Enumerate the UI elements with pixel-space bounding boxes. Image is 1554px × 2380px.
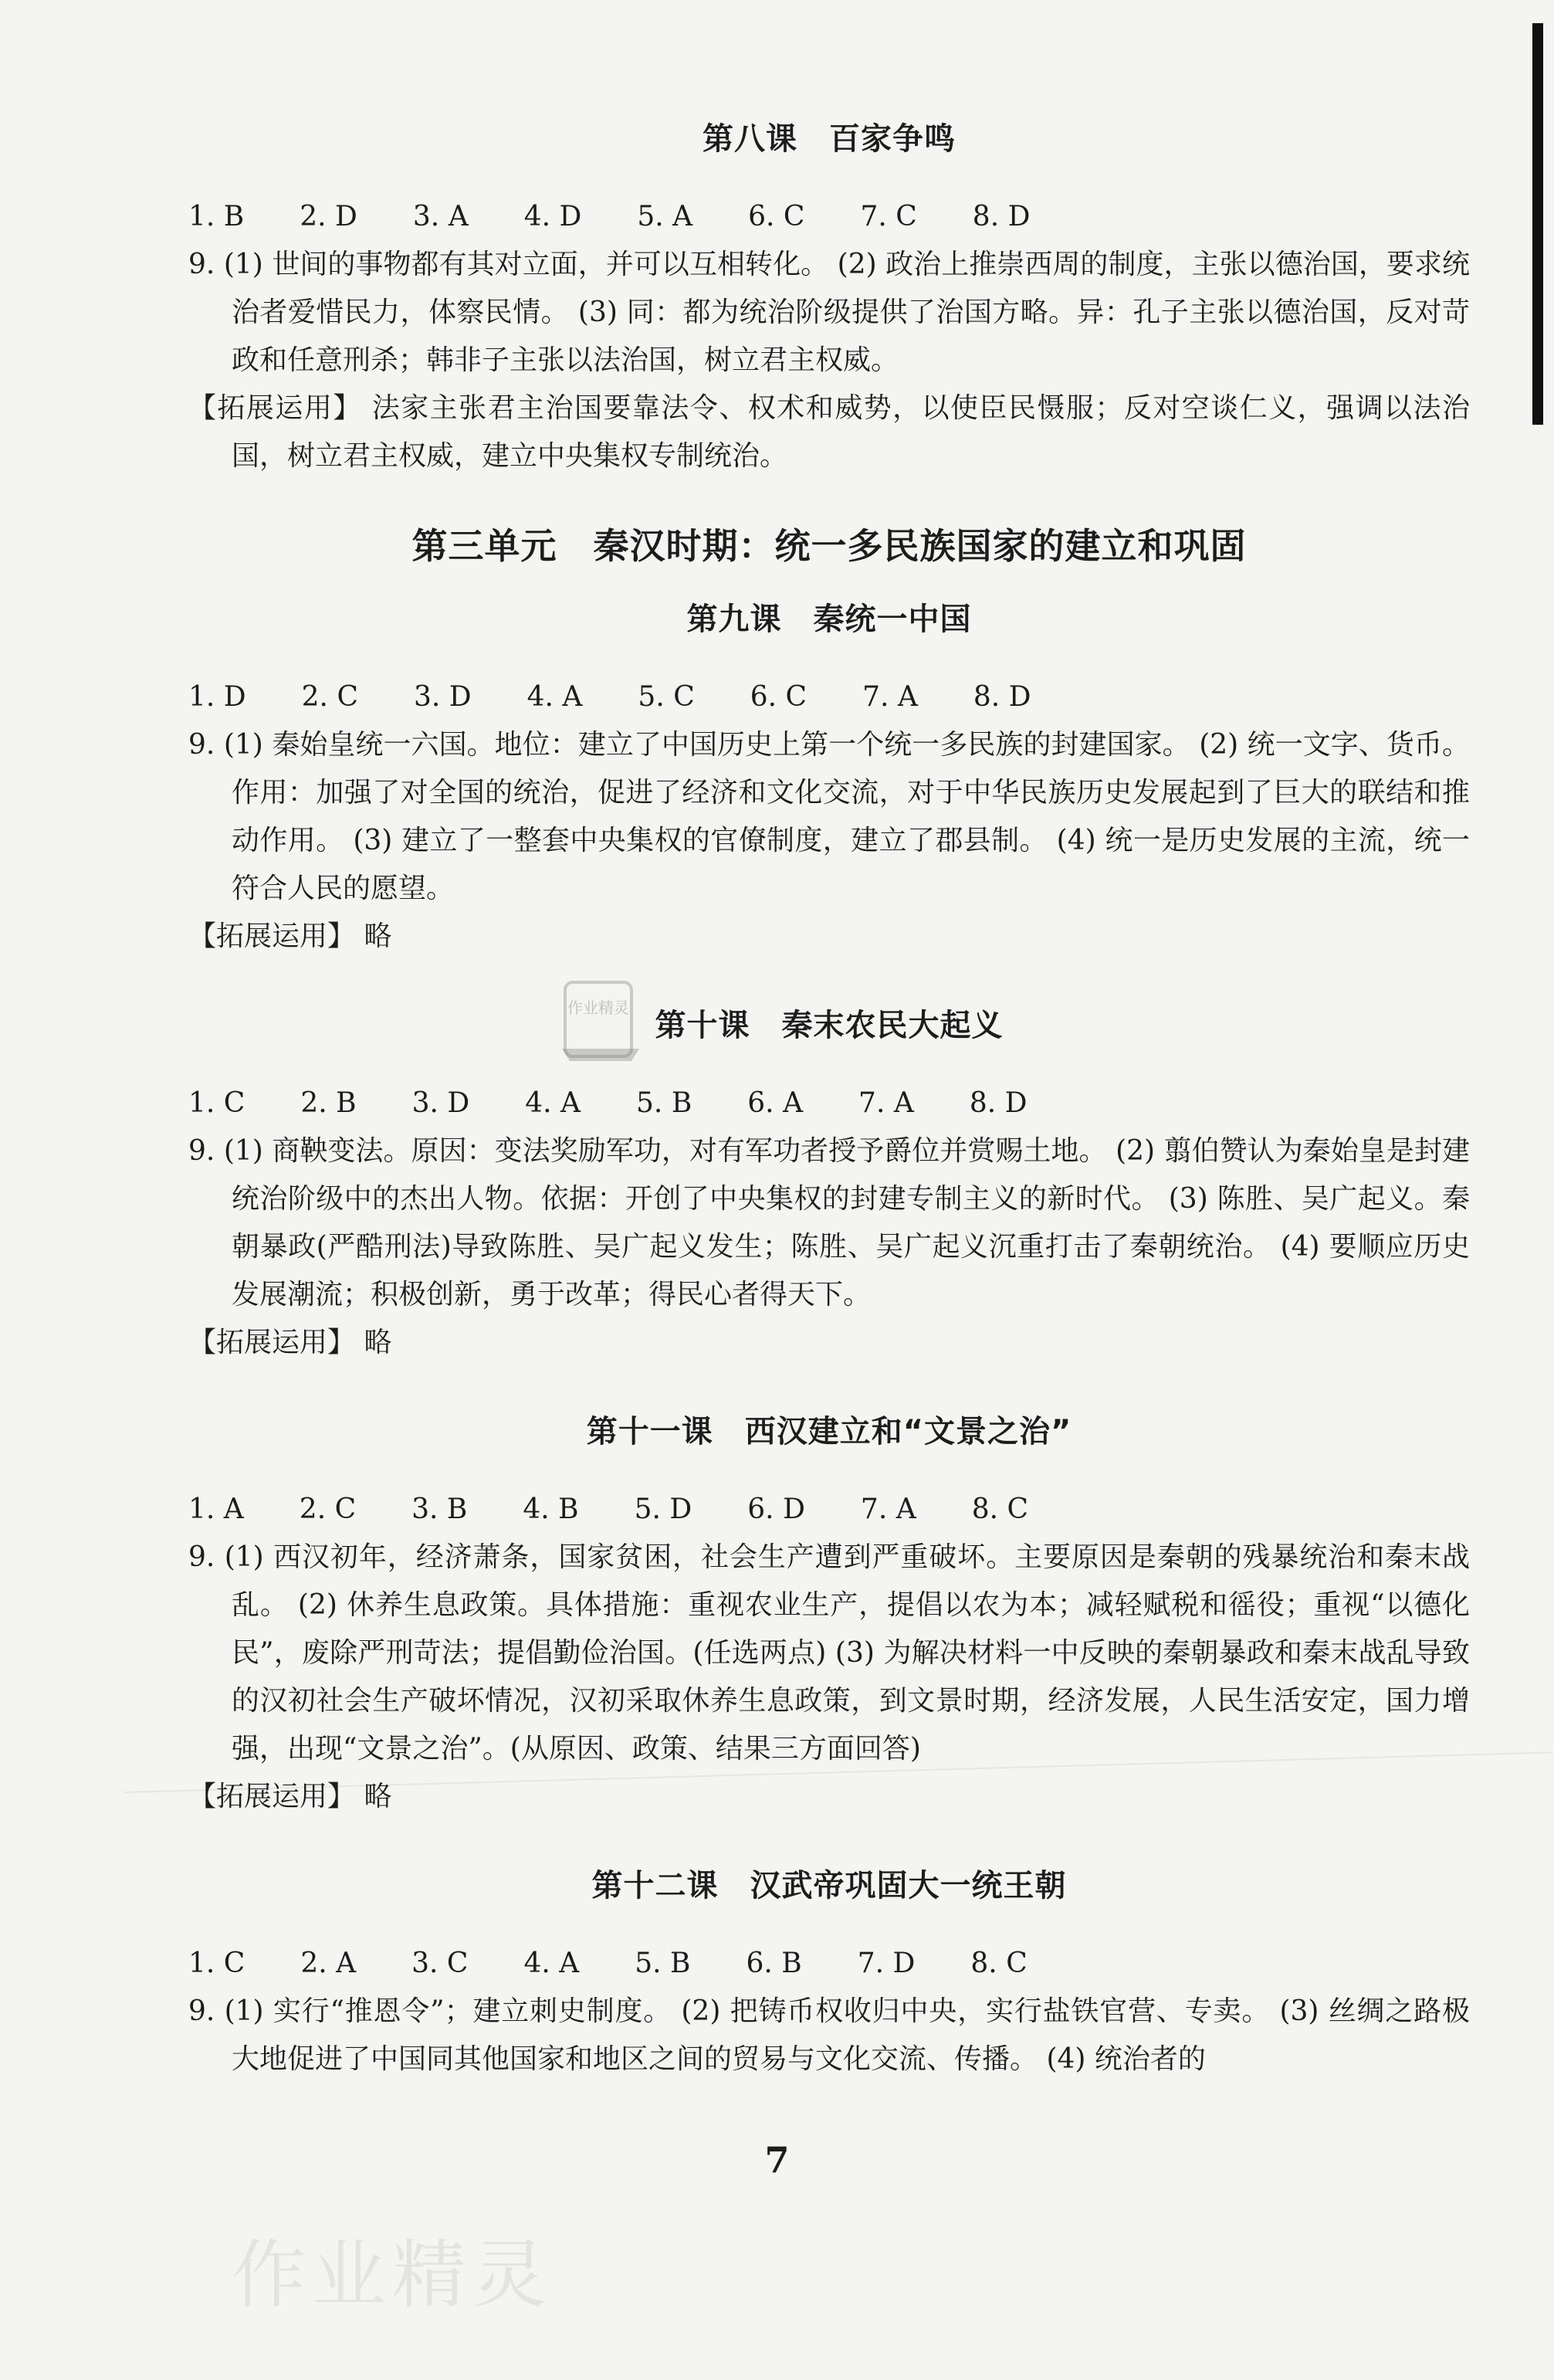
- lesson-9-choice-answers: 1. D 2. C 3. D 4. A 5. C 6. C 7. A 8. D: [188, 681, 1031, 713]
- unit-3-title: 第三单元 秦汉时期：统一多民族国家的建立和巩固: [411, 525, 1247, 567]
- lesson-12-question-9: 9. (1) 实行“推恩令”；建立刺史制度。 (2) 把铸币权收归中央，实行盐铁官营、专卖。 (3) 丝绸之路极大地促进了中国同其他国家和地区之间的贸易与文化交流、传播。 (4) 统治者的: [188, 1995, 1470, 2075]
- answer-content: [188, 108, 1470, 2083]
- extension-text: 略: [364, 920, 392, 952]
- extension-label: 【拓展运用】: [188, 1327, 356, 1358]
- extension-label: 【拓展运用】: [188, 1781, 356, 1812]
- lesson-11-extension: [188, 1773, 1470, 1821]
- lesson-9-extension: [188, 913, 1470, 961]
- lesson-11-title: 第十一课 西汉建立和“文景之治”: [586, 1414, 1072, 1449]
- extension-text: 略: [364, 1327, 392, 1358]
- watermark-stamp-icon: [554, 975, 647, 1075]
- lesson-11-question-9: 9. (1) 西汉初年，经济萧条，国家贫困，社会生产遭到严重破坏。主要原因是秦朝的残暴统治和秦末战乱。 (2) 休养生息政策。具体措施：重视农业生产，提倡以农为本；减轻赋税和徭役；重视“以德化民”，废除严刑苛法；提倡勤俭治国。(任选两点) (3) 为解决材料一中反映的秦朝暴政和秦末战乱导致的汉初社会生产破坏情况，汉初采取休养生息政策，到文景时期，经济发展，人民生活安定，国力增强，出现“文景之治”。(从原因、政策、结果三方面回答): [188, 1541, 1470, 1765]
- lesson-10-choice-answers: 1. C 2. B 3. D 4. A 5. B 6. A 7. A 8. D: [188, 1087, 1028, 1119]
- extension-label: 【拓展运用】: [188, 920, 356, 952]
- lesson-11-choice-answers: 1. A 2. C 3. B 4. B 5. D 6. D 7. A 8. C: [188, 1493, 1029, 1525]
- lesson-8-choice-answers: 1. B 2. D 3. A 4. D 5. A 6. C 7. C 8. D: [188, 201, 1031, 232]
- scan-edge-bar: [1532, 23, 1543, 425]
- lesson-12-title: 第十二课 汉武帝巩固大一统王朝: [591, 1868, 1067, 1904]
- extension-text: 法家主张君主治国要靠法令、权术和威势，以使臣民慑服；反对空谈仁义，强调以法治国，树立君主权威，建立中央集权专制统治。: [232, 392, 1470, 472]
- extension-label: 【拓展运用】: [188, 392, 362, 424]
- lesson-9-question-9: 9. (1) 秦始皇统一六国。地位：建立了中国历史上第一个统一多民族的封建国家。 (2) 统一文字、货币。作用：加强了对全国的统治，促进了经济和文化交流，对于中华民族历史发展起到了巨大的联结和推动作用。 (3) 建立了一整套中央集权的官僚制度，建立了郡县制。 (4) 统一是历史发展的主流，统一符合人民的愿望。: [188, 729, 1470, 904]
- lesson-10-title: 第十课 秦末农民大起义: [655, 1008, 1004, 1043]
- watermark-text: 作业精灵: [232, 2232, 553, 2318]
- lesson-9-title: 第九课 秦统一中国: [686, 602, 972, 637]
- lesson-10-extension: [188, 1319, 1470, 1367]
- lesson-10-question-9: 9. (1) 商鞅变法。原因：变法奖励军功，对有军功者授予爵位并赏赐土地。 (2) 翦伯赞认为秦始皇是封建统治阶级中的杰出人物。依据：开创了中央集权的封建专制主义的新时代。 (3) 陈胜、吴广起义。秦朝暴政(严酷刑法)导致陈胜、吴广起义发生；陈胜、吴广起义沉重打击了秦朝统治。 (4) 要顺应历史发展潮流；积极创新，勇于改革；得民心者得天下。: [188, 1135, 1470, 1310]
- stamp-text: 作业精灵: [567, 998, 629, 1017]
- lesson-8-title: 第八课 百家争鸣: [703, 121, 956, 157]
- extension-text: 略: [364, 1781, 392, 1812]
- lesson-8-extension: [188, 385, 1470, 480]
- page-number: 7: [764, 2139, 790, 2181]
- lesson-12-choice-answers: 1. C 2. A 3. C 4. A 5. B 6. B 7. D 8. C: [188, 1948, 1028, 1979]
- lesson-8-question-9: 9. (1) 世间的事物都有其对立面，并可以互相转化。 (2) 政治上推崇西周的制度，主张以德治国，要求统治者爱惜民力，体察民情。 (3) 同：都为统治阶级提供了治国方略。异：孔子主张以德治国，反对苛政和任意刑杀；韩非子主张以法治国，树立君主权威。: [188, 249, 1470, 376]
